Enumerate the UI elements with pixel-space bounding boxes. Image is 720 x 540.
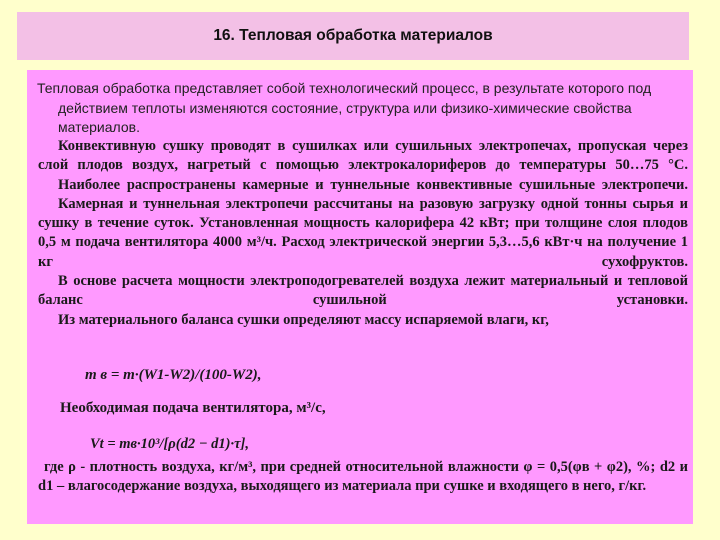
fan-supply-label: Необходимая подача вентилятора, м³/с, — [60, 400, 326, 416]
title-banner — [17, 12, 689, 60]
slide-title: 16. Тепловая обработка материалов — [213, 27, 493, 44]
paragraph-furnace-capacity: Камерная и туннельная электропечи рассчитаны на разовую загрузку одной тонны сырья и сушку в течение суток. Установленная мощность калорифера 42 кВт; при толщине слоя плодов 0,5 м подача вентилятора 4000 м³/ч. Расход электрической энергии 5,3…5,6 кВт·ч на получение 1 кг сухофруктов. — [38, 195, 688, 270]
where-definitions — [38, 458, 688, 497]
paragraph-common-furnaces: Наиболее распространены камерные и туннельные конвективные сушильные электропечи. — [58, 176, 688, 193]
paragraph-power-calc: В основе расчета мощности электроподогревателей воздуха лежит материальный и тепловой баланс сушильной установки. — [38, 273, 688, 309]
paragraph-convective-drying: Конвективную сушку проводят в сушилках или сушильных электропечах, пропуская через слой плодов воздух, нагретый с помощью электрокалориферов до температуры 50…75 °С. — [38, 138, 688, 174]
intro-text: Тепловая обработка представляет собой технологический процесс, в результате которого под действием теплоты изменяются состояние, структура или физико-химические свойства материалов. — [37, 80, 652, 135]
where-text: где ρ - плотность воздуха, кг/м³, при средней относительной влажности φ = 0,5(φв + φ2), %; d2 и d1 – влагосодержание воздуха, выходящего из материала при сушке и входящего в него, г/кг. — [38, 459, 688, 495]
formula-evaporated-mass: m в = m·(W1-W2)/(100-W2), — [85, 367, 262, 383]
formula-fan-supply: Vt = mв·10³/[ρ(d2 − d1)·τ], — [90, 436, 249, 452]
paragraph-material-balance: Из материального баланса сушки определяют массу испаряемой влаги, кг, — [58, 311, 549, 328]
scanned-text-block — [38, 137, 688, 330]
